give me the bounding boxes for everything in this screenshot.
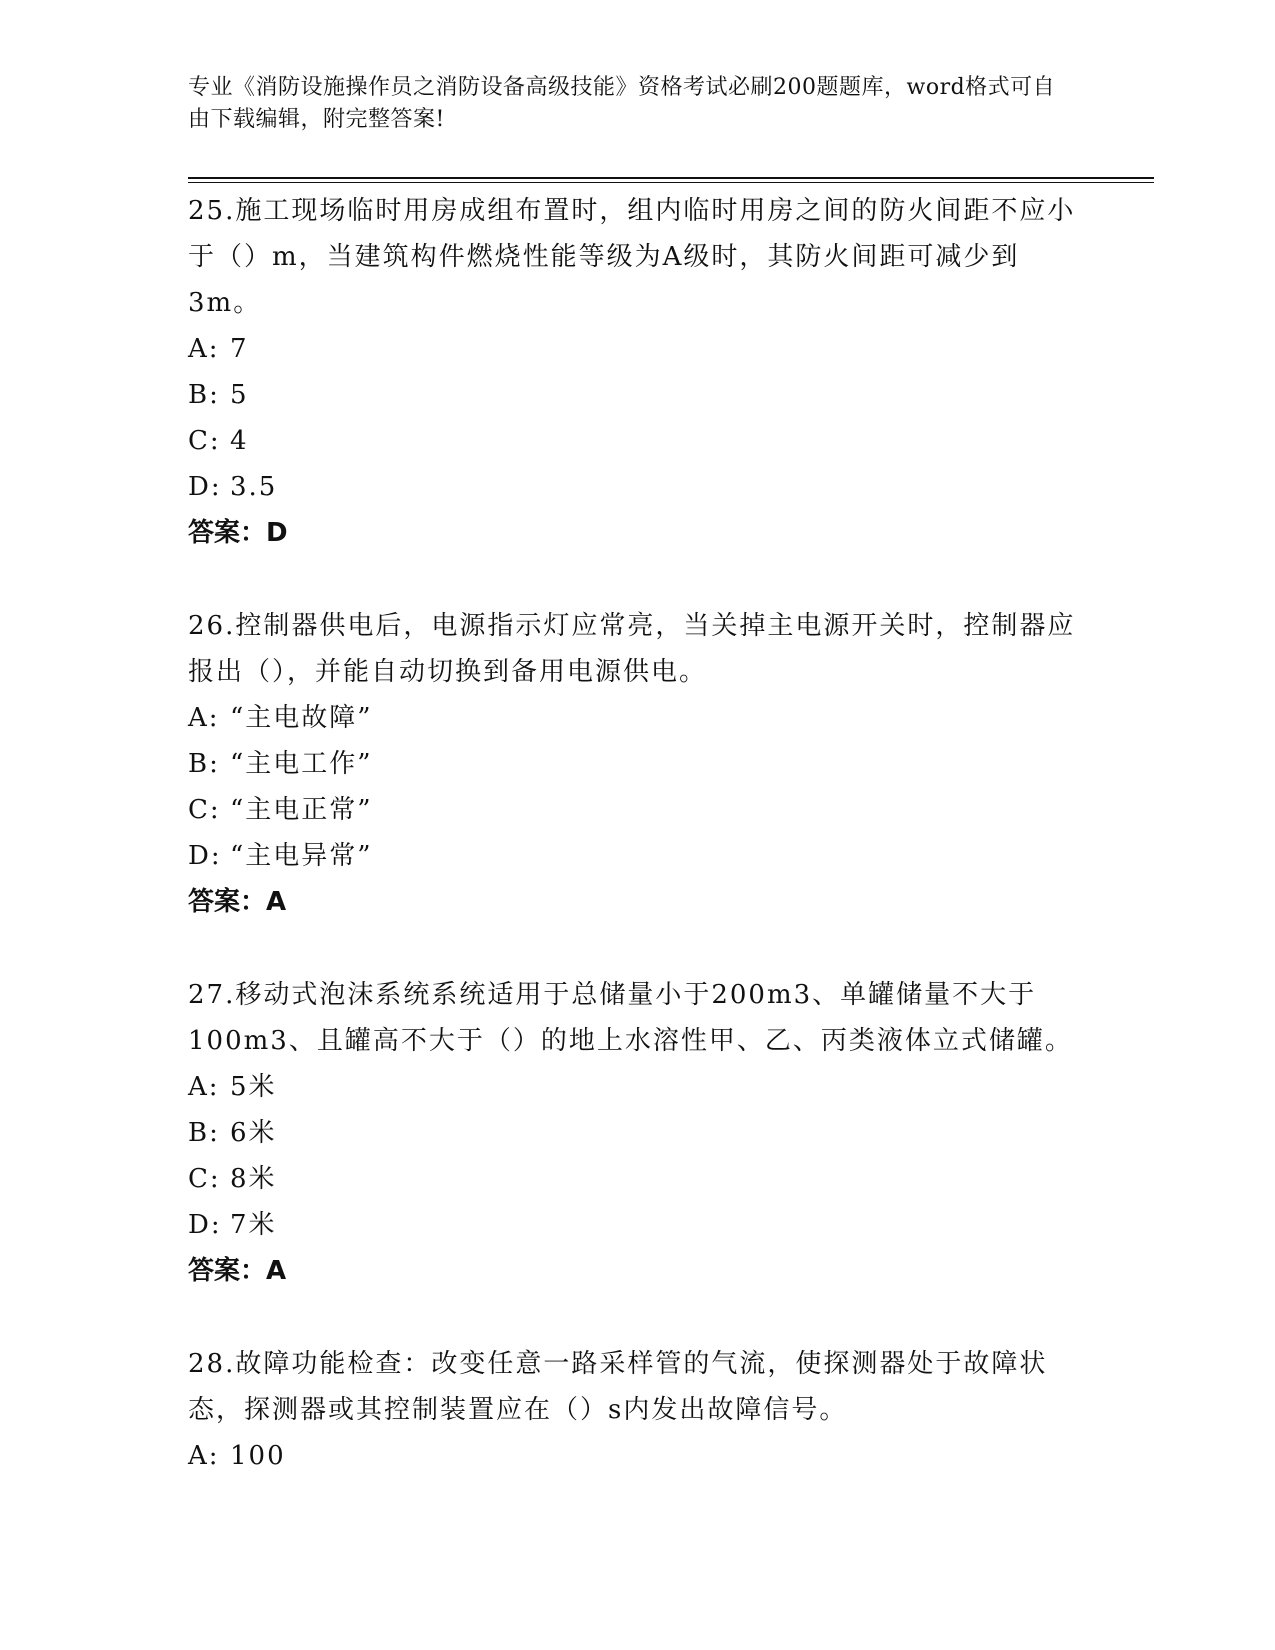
- question-stem: 27.移动式泡沫系统系统适用于总储量小于200m3、单罐储量不大于100m3、且罐高不大于（）的地上水溶性甲、乙、丙类液体立式储罐。: [188, 980, 1073, 1056]
- answer-line: [188, 879, 1088, 925]
- answer-line: [188, 1248, 1088, 1294]
- option-c: [188, 1156, 1088, 1202]
- option-b: [188, 741, 1088, 787]
- option-a: [188, 326, 1088, 372]
- answer-value: D: [266, 518, 288, 548]
- option-label: D:: [188, 1210, 222, 1240]
- option-label: A:: [188, 1072, 220, 1102]
- answer-value: A: [266, 1256, 287, 1286]
- option-text: “主电工作”: [230, 749, 373, 779]
- option-text: 5: [230, 380, 249, 410]
- option-b: [188, 1110, 1088, 1156]
- header-divider-thin: [188, 182, 1154, 183]
- option-text: 3.5: [230, 472, 278, 502]
- option-list: [188, 695, 1088, 879]
- option-label: B:: [188, 380, 220, 410]
- option-text: 8米: [230, 1164, 277, 1194]
- answer-prefix: 答案：: [188, 1256, 267, 1286]
- answer-line: [188, 510, 1088, 556]
- option-a: [188, 1433, 1088, 1479]
- option-label: B:: [188, 749, 220, 779]
- option-a: [188, 695, 1088, 741]
- option-text: 4: [230, 426, 249, 456]
- question-list: [188, 188, 1088, 1526]
- option-b: [188, 372, 1088, 418]
- option-text: 5米: [230, 1072, 277, 1102]
- option-text: “主电故障”: [230, 703, 373, 733]
- option-label: C:: [188, 426, 221, 456]
- document-header: 专业《消防设施操作员之消防设备高级技能》资格考试必刷200题题库，word格式可自由下载编辑，附完整答案!: [188, 75, 1056, 132]
- option-label: A:: [188, 703, 220, 733]
- option-text: “主电异常”: [230, 841, 373, 871]
- option-text: 7米: [230, 1210, 277, 1240]
- option-label: D:: [188, 841, 222, 871]
- option-text: 100: [230, 1441, 286, 1471]
- option-label: B:: [188, 1118, 220, 1148]
- option-label: D:: [188, 472, 222, 502]
- option-list: [188, 326, 1088, 510]
- question-26: [188, 603, 1088, 925]
- option-a: [188, 1064, 1088, 1110]
- question-stem: 25.施工现场临时用房成组布置时，组内临时用房之间的防火间距不应小于（）m，当建筑构件燃烧性能等级为A级时，其防火间距可减少到3m。: [188, 196, 1076, 318]
- option-text: 6米: [230, 1118, 277, 1148]
- header-divider-thick: [188, 177, 1154, 179]
- option-d: [188, 833, 1088, 879]
- answer-prefix: 答案：: [188, 518, 267, 548]
- question-stem: 28.故障功能检查：改变任意一路采样管的气流，使探测器处于故障状态，探测器或其控制装置应在（）s内发出故障信号。: [188, 1349, 1048, 1425]
- question-25: [188, 188, 1088, 556]
- option-d: [188, 1202, 1088, 1248]
- option-label: A:: [188, 334, 220, 364]
- option-label: C:: [188, 1164, 221, 1194]
- option-d: [188, 464, 1088, 510]
- option-list: [188, 1064, 1088, 1248]
- question-28: [188, 1341, 1088, 1479]
- option-label: A:: [188, 1441, 220, 1471]
- question-stem: 26.控制器供电后，电源指示灯应常亮，当关掉主电源开关时，控制器应报出（），并能自动切换到备用电源供电。: [188, 611, 1076, 687]
- answer-prefix: 答案：: [188, 887, 267, 917]
- option-c: [188, 787, 1088, 833]
- option-text: “主电正常”: [230, 795, 373, 825]
- option-text: 7: [230, 334, 249, 364]
- option-label: C:: [188, 795, 221, 825]
- answer-value: A: [266, 887, 287, 917]
- option-list: [188, 1433, 1088, 1479]
- option-c: [188, 418, 1088, 464]
- question-27: [188, 972, 1088, 1294]
